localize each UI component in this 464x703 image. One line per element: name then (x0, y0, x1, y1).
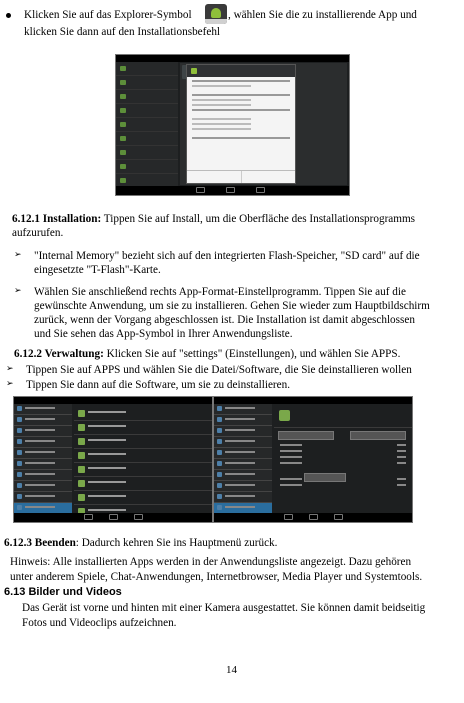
page-number: 14 (226, 664, 237, 676)
install-bullet-2-line-2: gewünschte Anwendung, um sie zu installieren. Gehen Sie wieder zum Hauptbildschirm (34, 300, 430, 312)
install-bullet-2-line-1: Wählen Sie anschließend rechts App-Format-Einstellprogramm. Tippen Sie auf die (34, 286, 406, 298)
install-text-1: Tippen Sie auf Install, um die Oberfläche des Installationsprogramms (101, 213, 416, 225)
images-line-1: Das Gerät ist vorne und hinten mit einer Kamera ausgestattet. Sie können damit beidseitig (22, 602, 426, 614)
install-heading: 6.12.1 Installation: (12, 213, 102, 225)
manage-heading: 6.12.2 Verwaltung: (14, 348, 104, 360)
android-explorer-icon (205, 4, 227, 24)
manage-text: Klicken Sie auf "settings" (Einstellungen), und wählen Sie APPS. (103, 348, 401, 360)
exit-text: : Dadurch kehren Sie ins Hauptmenü zurück. (75, 537, 278, 549)
install-bullet-1-line-1: "Internal Memory" bezieht sich auf den integrierten Flash-Speicher, "SD card" auf die (34, 250, 420, 262)
exit-heading-line (4, 536, 277, 550)
arrow-bullet-icon: ➢ (14, 250, 22, 260)
bullet-dot (6, 13, 11, 18)
install-bullet-2-line-3: zurück, wenn der Vorgang abgeschlossen ist. Die Installation ist damit abgeschlossen (34, 314, 415, 326)
exit-para-line-1: Hinweis: Alle installierten Apps werden in der Anwendungsliste angezeigt. Dazu gehören (10, 556, 412, 568)
apps-list-screenshot (13, 396, 213, 523)
installer-screenshot (115, 54, 350, 196)
exit-para-line-2: unter anderem Spiele, Chat-Anwendungen, Internetbrowser, Media Player und Systemtools. (10, 571, 423, 583)
install-bullet-1-line-2: eingesetzte "T-Flash"-Karte. (34, 264, 161, 276)
arrow-bullet-icon: ➢ (6, 364, 14, 374)
install-heading-line (12, 212, 415, 226)
intro-line-1a: Klicken Sie auf das Explorer-Symbol (24, 9, 192, 21)
manage-bullet-1: Tippen Sie auf APPS und wählen Sie die Datei/Software, die Sie deinstallieren wollen (26, 364, 412, 376)
exit-heading: 6.12.3 Beenden (4, 537, 76, 549)
arrow-bullet-icon: ➢ (14, 286, 22, 296)
install-bullet-2-line-4: und Sie sehen das App-Symbol in Ihrer Anwendungsliste. (34, 328, 293, 340)
intro-line-1b: , wählen Sie die zu installierende App und (228, 9, 417, 21)
intro-line-2: klicken Sie dann auf den Installationsbefehl (24, 26, 221, 38)
images-heading: 6.13 Bilder und Videos (4, 586, 122, 598)
app-detail-screenshot (213, 396, 413, 523)
install-text-2: aufzurufen. (12, 227, 64, 239)
arrow-bullet-icon: ➢ (6, 379, 14, 389)
manage-heading-line (14, 347, 400, 361)
manage-bullet-2: Tippen Sie dann auf die Software, um sie zu deinstallieren. (26, 379, 290, 391)
images-line-2: Fotos und Videoclips aufzeichnen. (22, 617, 177, 629)
